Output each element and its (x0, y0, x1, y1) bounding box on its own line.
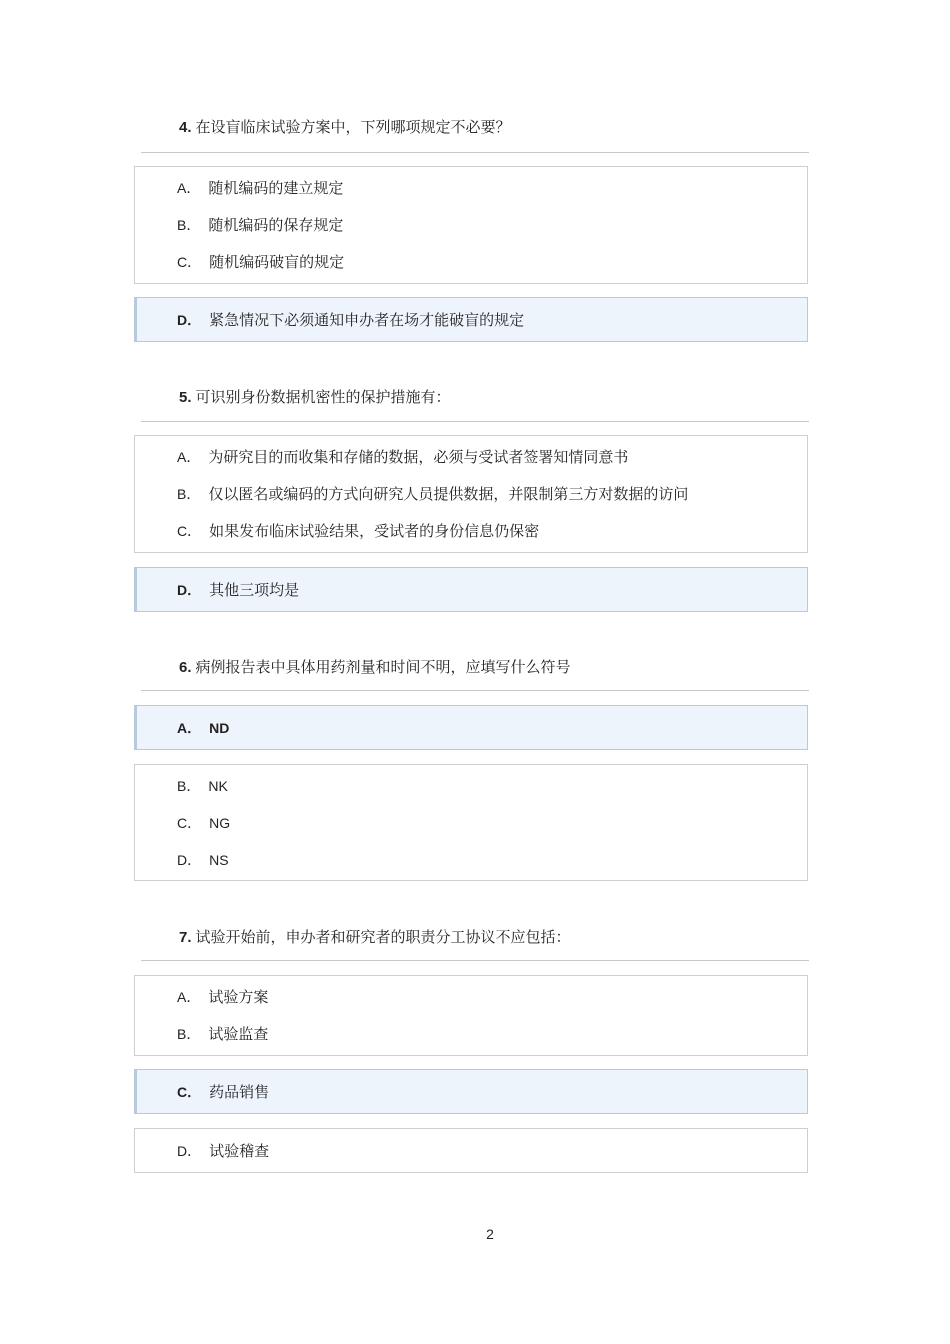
option-letter: B． (177, 486, 201, 502)
question-6-title (179, 657, 571, 678)
option-text: 其他三项均是 (209, 581, 300, 599)
option-letter: A． (177, 180, 201, 196)
option-letter: A． (177, 720, 202, 736)
option-text: 随机编码的建立规定 (208, 179, 344, 197)
option-letter: C． (177, 815, 202, 831)
question-4-title (179, 117, 511, 138)
option-letter: D． (177, 1143, 202, 1159)
question-7-title (179, 927, 571, 948)
question-text: 病例报告表中具体用药剂量和时间不明，应填写什么符号 (195, 658, 571, 676)
option-letter: C． (177, 523, 202, 539)
question-number: 5. (179, 389, 192, 406)
question-7-options-group (134, 975, 808, 1056)
question-4-options-group (134, 166, 808, 284)
page-number: 2 (486, 1226, 494, 1242)
option-a[interactable] (177, 178, 343, 198)
option-text: 随机编码的保存规定 (208, 216, 344, 234)
option-text: NG (209, 815, 231, 831)
question-divider (141, 960, 809, 961)
option-text: 为研究目的而收集和存储的数据，必须与受试者签署知情同意书 (208, 448, 629, 466)
question-6-options-group (134, 764, 808, 881)
option-c[interactable] (177, 252, 344, 272)
option-a[interactable] (177, 718, 229, 738)
option-letter: C． (177, 254, 202, 270)
question-number: 4. (179, 119, 192, 136)
option-d[interactable] (177, 850, 229, 870)
question-4-selected-option[interactable] (134, 297, 808, 342)
option-c[interactable] (177, 813, 230, 833)
option-b[interactable] (177, 215, 343, 235)
question-number: 7. (179, 929, 192, 946)
option-text: 仅以匿名或编码的方式向研究人员提供数据，并限制第三方对数据的访问 (208, 485, 689, 503)
question-text: 试验开始前，申办者和研究者的职责分工协议不应包括： (195, 928, 571, 946)
question-5-options-group (134, 435, 808, 553)
option-text: 如果发布临床试验结果，受试者的身份信息仍保密 (209, 522, 540, 540)
option-d[interactable] (177, 310, 524, 330)
option-text: NS (209, 852, 229, 868)
question-divider (141, 690, 809, 691)
question-divider (141, 152, 809, 153)
option-text: 药品销售 (209, 1083, 270, 1101)
option-text: ND (209, 720, 230, 736)
option-letter: B． (177, 217, 201, 233)
question-5-selected-option[interactable] (134, 567, 808, 612)
option-b[interactable] (177, 1024, 268, 1044)
question-6-selected-option[interactable] (134, 705, 808, 750)
option-letter: B． (177, 1026, 201, 1042)
option-letter: A． (177, 449, 201, 465)
option-b[interactable] (177, 776, 228, 796)
option-b[interactable] (177, 484, 688, 504)
option-c[interactable] (177, 521, 539, 541)
question-number: 6. (179, 659, 192, 676)
option-d[interactable] (177, 1141, 269, 1161)
option-text: 试验方案 (208, 988, 269, 1006)
question-divider (141, 421, 809, 422)
option-letter: D． (177, 852, 202, 868)
option-letter: C． (177, 1084, 202, 1100)
question-5-title (179, 387, 451, 408)
option-text: NK (208, 778, 228, 794)
option-text: 随机编码破盲的规定 (209, 253, 345, 271)
question-text: 在设盲临床试验方案中，下列哪项规定不必要？ (195, 118, 511, 136)
option-text: 试验监查 (208, 1025, 269, 1043)
option-letter: D． (177, 312, 202, 328)
question-7-options-group-2 (134, 1128, 808, 1173)
option-a[interactable] (177, 447, 628, 467)
option-d[interactable] (177, 580, 299, 600)
question-text: 可识别身份数据机密性的保护措施有： (195, 388, 451, 406)
option-c[interactable] (177, 1082, 269, 1102)
option-letter: D． (177, 582, 202, 598)
option-letter: A． (177, 989, 201, 1005)
option-a[interactable] (177, 987, 268, 1007)
option-text: 试验稽查 (209, 1142, 270, 1160)
option-letter: B． (177, 778, 201, 794)
question-7-selected-option[interactable] (134, 1069, 808, 1114)
option-text: 紧急情况下必须通知申办者在场才能破盲的规定 (209, 311, 525, 329)
